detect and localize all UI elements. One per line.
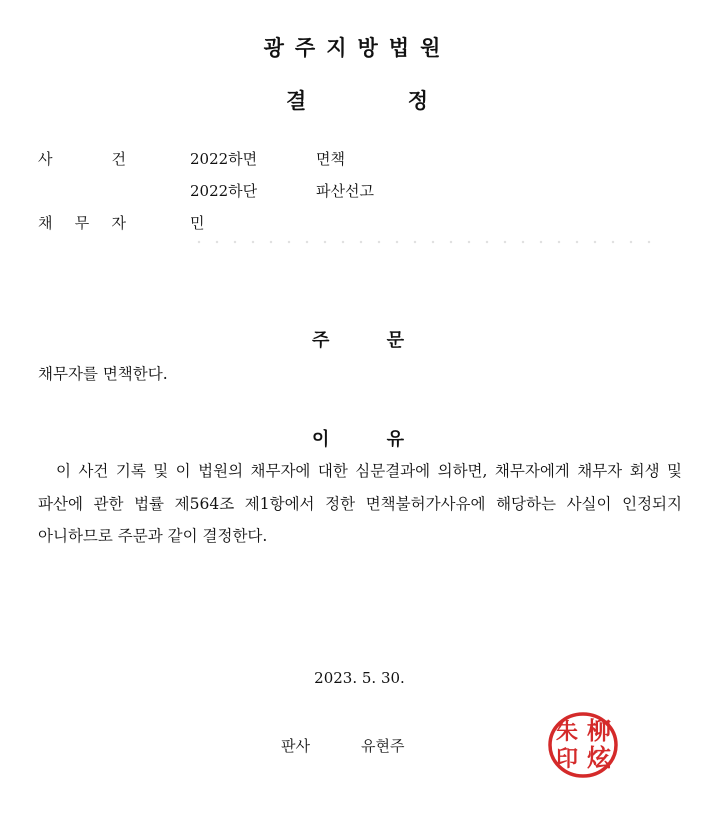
order-heading bbox=[312, 326, 404, 352]
debtor-label-char: 무 bbox=[74, 214, 90, 232]
case-number-1: 2022하면 bbox=[190, 150, 258, 168]
order-heading-char: 문 bbox=[386, 330, 404, 351]
document-title-char: 정 bbox=[407, 89, 428, 113]
redacted-address bbox=[190, 238, 660, 246]
debtor-label bbox=[38, 212, 126, 233]
judge-seal-icon bbox=[547, 712, 619, 778]
debtor-label-char: 자 bbox=[111, 214, 126, 232]
case-type-1: 면책 bbox=[316, 150, 345, 168]
svg-text:印: 印 bbox=[555, 746, 579, 772]
case-label-char: 사 bbox=[38, 150, 53, 168]
case-label bbox=[38, 148, 126, 169]
document-title bbox=[286, 85, 428, 115]
case-label-char: 건 bbox=[111, 150, 126, 168]
reason-heading bbox=[312, 425, 404, 451]
case-number-2: 2022하단 bbox=[190, 182, 258, 200]
debtor-label-char: 채 bbox=[38, 214, 53, 232]
debtor-name: 민 bbox=[190, 214, 205, 232]
order-text: 채무자를 면책한다. bbox=[38, 365, 168, 383]
judge-title: 판사 bbox=[281, 737, 310, 755]
order-heading-char: 주 bbox=[312, 330, 330, 351]
document-title-char: 결 bbox=[286, 89, 307, 113]
reason-heading-char: 유 bbox=[386, 429, 404, 450]
court-name: 광주지방법원 bbox=[263, 36, 452, 60]
judge-name: 유현주 bbox=[361, 737, 405, 755]
case-type-2: 파산선고 bbox=[316, 182, 374, 200]
reason-text: 이 사건 기록 및 이 법원의 채무자에 대한 심문결과에 의하면, 채무자에게 채무자 회생 및 파산에 관한 법률 제564조 제1항에서 정한 면책불허가사유에 해당하는 사실이 인정되지 아니하므로 주문과 같이 결정한다. bbox=[38, 462, 682, 545]
svg-text:朱: 朱 bbox=[555, 719, 579, 745]
svg-text:柳: 柳 bbox=[587, 716, 611, 745]
reason-heading-char: 이 bbox=[312, 429, 330, 450]
svg-text:炫: 炫 bbox=[587, 743, 611, 772]
decision-date: 2023. 5. 30. bbox=[314, 669, 405, 687]
